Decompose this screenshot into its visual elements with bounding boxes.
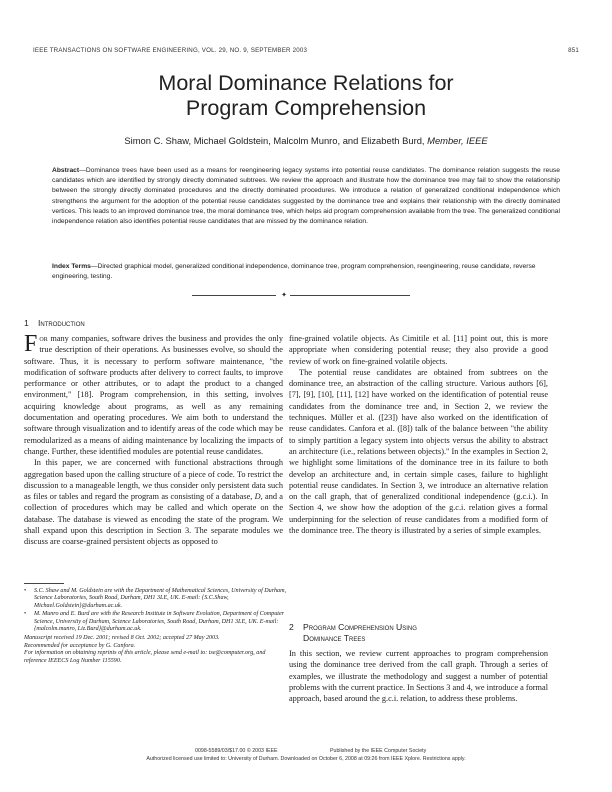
page-number: 851 xyxy=(568,47,579,54)
reprints-info: For information on obtaining reprints of this article, please send e-mail to: tse@computer.org, and reference IEEECS Log Number 115590. xyxy=(24,650,266,664)
footnote-text: M. Munro and E. Burd are with the Research Institute in Software Evolution, Department of Computer Science, University of Durham, Science Laboratories, South Road, Durham, DH1 3LE, UK. E-mail: {malcolm.munro, Liz.Burd}@durham.ac.uk. xyxy=(34,611,285,633)
divider-rule-right xyxy=(290,295,410,296)
right-column-body xyxy=(289,333,548,536)
bullet-icon: • xyxy=(24,588,27,594)
paragraph-text: , and a collection of procedures which may be called and which operate on the database. The database is viewed as encoding the state of the program. We shall expand upon this description in Section 3. The separate modules we discuss are coarse-grained persistent objects as opposed to xyxy=(24,492,283,547)
paragraph-text: many companies, software drives the business and provides the only true description of their operations. As businesses evolve, so should the software. Thus, it is necessary to perform software maintenance, "the modification of software products after delivery to correct faults, to improve performance or other attributes, or to adapt the product to a changed environment," [18]. Program comprehension, in this setting, involves acquiring knowledge about programs, as well as any remaining documentation and operating procedures. We aim both to understand the software through visualization and to identify areas of the code which may be remodularized as a means of aiding maintenance by localizing the impacts of change. Further, these identified modules are potential reuse candidates. xyxy=(24,334,283,456)
recommended-by: Recommended for acceptance by G. Canfora. xyxy=(24,642,136,649)
footnote-rule xyxy=(24,583,64,584)
bullet-icon: • xyxy=(24,611,27,618)
title-line-2: Program Comprehension xyxy=(185,96,427,120)
section-2-title-line-1: Program Comprehension Using xyxy=(303,622,417,632)
abstract-label: Abstract xyxy=(52,167,80,174)
index-terms xyxy=(52,262,560,282)
paragraph-text: In this paper, we are concerned with functional abstractions through aggregation based upon the calling structure of a piece of code. To restrict the discussion to a manageable length, we thus consider only persistent data such as files or tables and regard the program as consisting of a database, xyxy=(24,458,283,502)
footnote-affiliation-1 xyxy=(24,588,286,610)
section-2-title-line-2: Dominance Trees xyxy=(303,633,366,643)
left-column-body xyxy=(24,333,283,548)
first-word-rest: or xyxy=(39,334,48,343)
footnotes xyxy=(24,588,286,665)
author-membership: Member, IEEE xyxy=(427,135,488,146)
abstract xyxy=(52,166,560,227)
database-variable: D xyxy=(254,492,261,502)
author-names: Simon C. Shaw, Michael Goldstein, Malcolm Munro, and Elizabeth Burd, xyxy=(124,135,428,146)
section-1-number: 1 xyxy=(24,318,29,328)
index-terms-label: Index Terms xyxy=(52,263,91,270)
section-1-paragraph-1 xyxy=(24,333,283,457)
copyright-notice: 0098-5589/03/$17.00 © 2003 IEEE xyxy=(195,748,278,754)
section-2-heading xyxy=(289,622,417,644)
section-1-paragraph-3: fine-grained volatile objects. As Cimitile et al. [11] point out, this is more appropriate when considering potential reuse; they also provide a good review of work on fine-grained volatile objects. xyxy=(289,334,548,366)
section-2-body xyxy=(289,648,548,704)
section-2-number: 2 xyxy=(289,622,294,632)
section-1-paragraph-2 xyxy=(24,457,283,547)
drop-cap: F xyxy=(24,331,38,357)
author-list xyxy=(40,135,572,146)
title-line-1: Moral Dominance Relations for xyxy=(158,71,454,95)
footnote-text: S.C. Shaw and M. Goldstein are with the Department of Mathematical Sciences, University of Durham, Science Laboratories, South Road, Durham, DH1 3LE, UK. E-mail: {S.C.Shaw, Michael.Goldstein}@durham.ac.uk. xyxy=(34,588,287,609)
abstract-text: —Dominance trees have been used as a means for reengineering legacy systems into potential reuse candidates. The dominance relation suggests the reuse candidates which are identified by strongly directly dominated subtrees. We review the approach and illustrate how the dominance tree may fail to show the relationship between the strongly directly dominated procedures and the directly dominated procedures. We introduce a relation of generalized conditional independence which strengthens the argument for the adoption of the potential reuse candidates suggested by the dominance tree and explains their relationship with the directly dominated vertices. This leads to an improved dominance tree, the moral dominance tree, which helps aid program comprehension available from the tree. The generalized conditional independence relation also identifies potential reuse candidates that are missed by the dominance relation. xyxy=(52,167,560,226)
license-notice: Authorized licensed use limited to: University of Durham. Downloaded on October 6, 2008 at 09:26 from IEEE Xplore. Restrictions apply. xyxy=(146,756,466,762)
running-head xyxy=(33,47,579,57)
footnote-affiliation-2 xyxy=(24,611,286,633)
divider-rule-left xyxy=(192,295,276,296)
article-title xyxy=(40,71,572,121)
section-1-paragraph-4: The potential reuse candidates are obtained from subtrees on the dominance tree, an abstraction of the calling structure. Various authors [6], [7], [9], [10], [11], [12] have worked on the identification of potential reuse candidates from the dominance tree and, in Section 2, we review the techniques. Müller et al. ([23]) have also worked on the identification of reuse candidates. Canfora et al. ([8]) talk of the balance between "the ability to simply partition a legacy system into objects versus the ability to abstract an architecture (i.e., relations between objects)." In the examples in Section 2, we highlight some limitations of the dominance tree in its failure to both develop an architecture and, in certain simple cases, failure to highlight potential reuse candidates. In Section 3, we introduce an alternative relation on the call graph, that of generalized conditional independence (g.c.i.). In Section 4, we show how the adoption of the g.c.i. relation gives a formal underpinning for the selection of reuse candidates from a modified form of the dominance tree. The theory is illustrated by a series of simple examples. xyxy=(289,367,548,536)
index-terms-text: —Directed graphical model, generalized conditional independence, dominance tree, program comprehension, reengineering, reuse candidate, reverse engineering, testing. xyxy=(52,263,536,281)
section-1-heading xyxy=(24,318,85,328)
manuscript-dates: Manuscript received 19 Dec. 2001; revised 8 Oct. 2002; accepted 27 May 2003. xyxy=(24,635,220,642)
section-1-title: Introduction xyxy=(38,318,85,328)
journal-citation: IEEE TRANSACTIONS ON SOFTWARE ENGINEERING, VOL. 29, NO. 9, SEPTEMBER 2003 xyxy=(33,47,308,54)
divider-diamond-icon: ✦ xyxy=(281,291,287,299)
section-2-paragraph-1: In this section, we review current approaches to program comprehension using the dominance tree derived from the call graph. Through a series of examples, we illustrate the methodology and suggest a number of potential problems with the current practice. In Sections 3 and 4, we introduce a formal approach, based around the g.c.i. relation, to address these problems. xyxy=(289,649,548,704)
publisher-notice: Published by the IEEE Computer Society xyxy=(330,748,427,754)
